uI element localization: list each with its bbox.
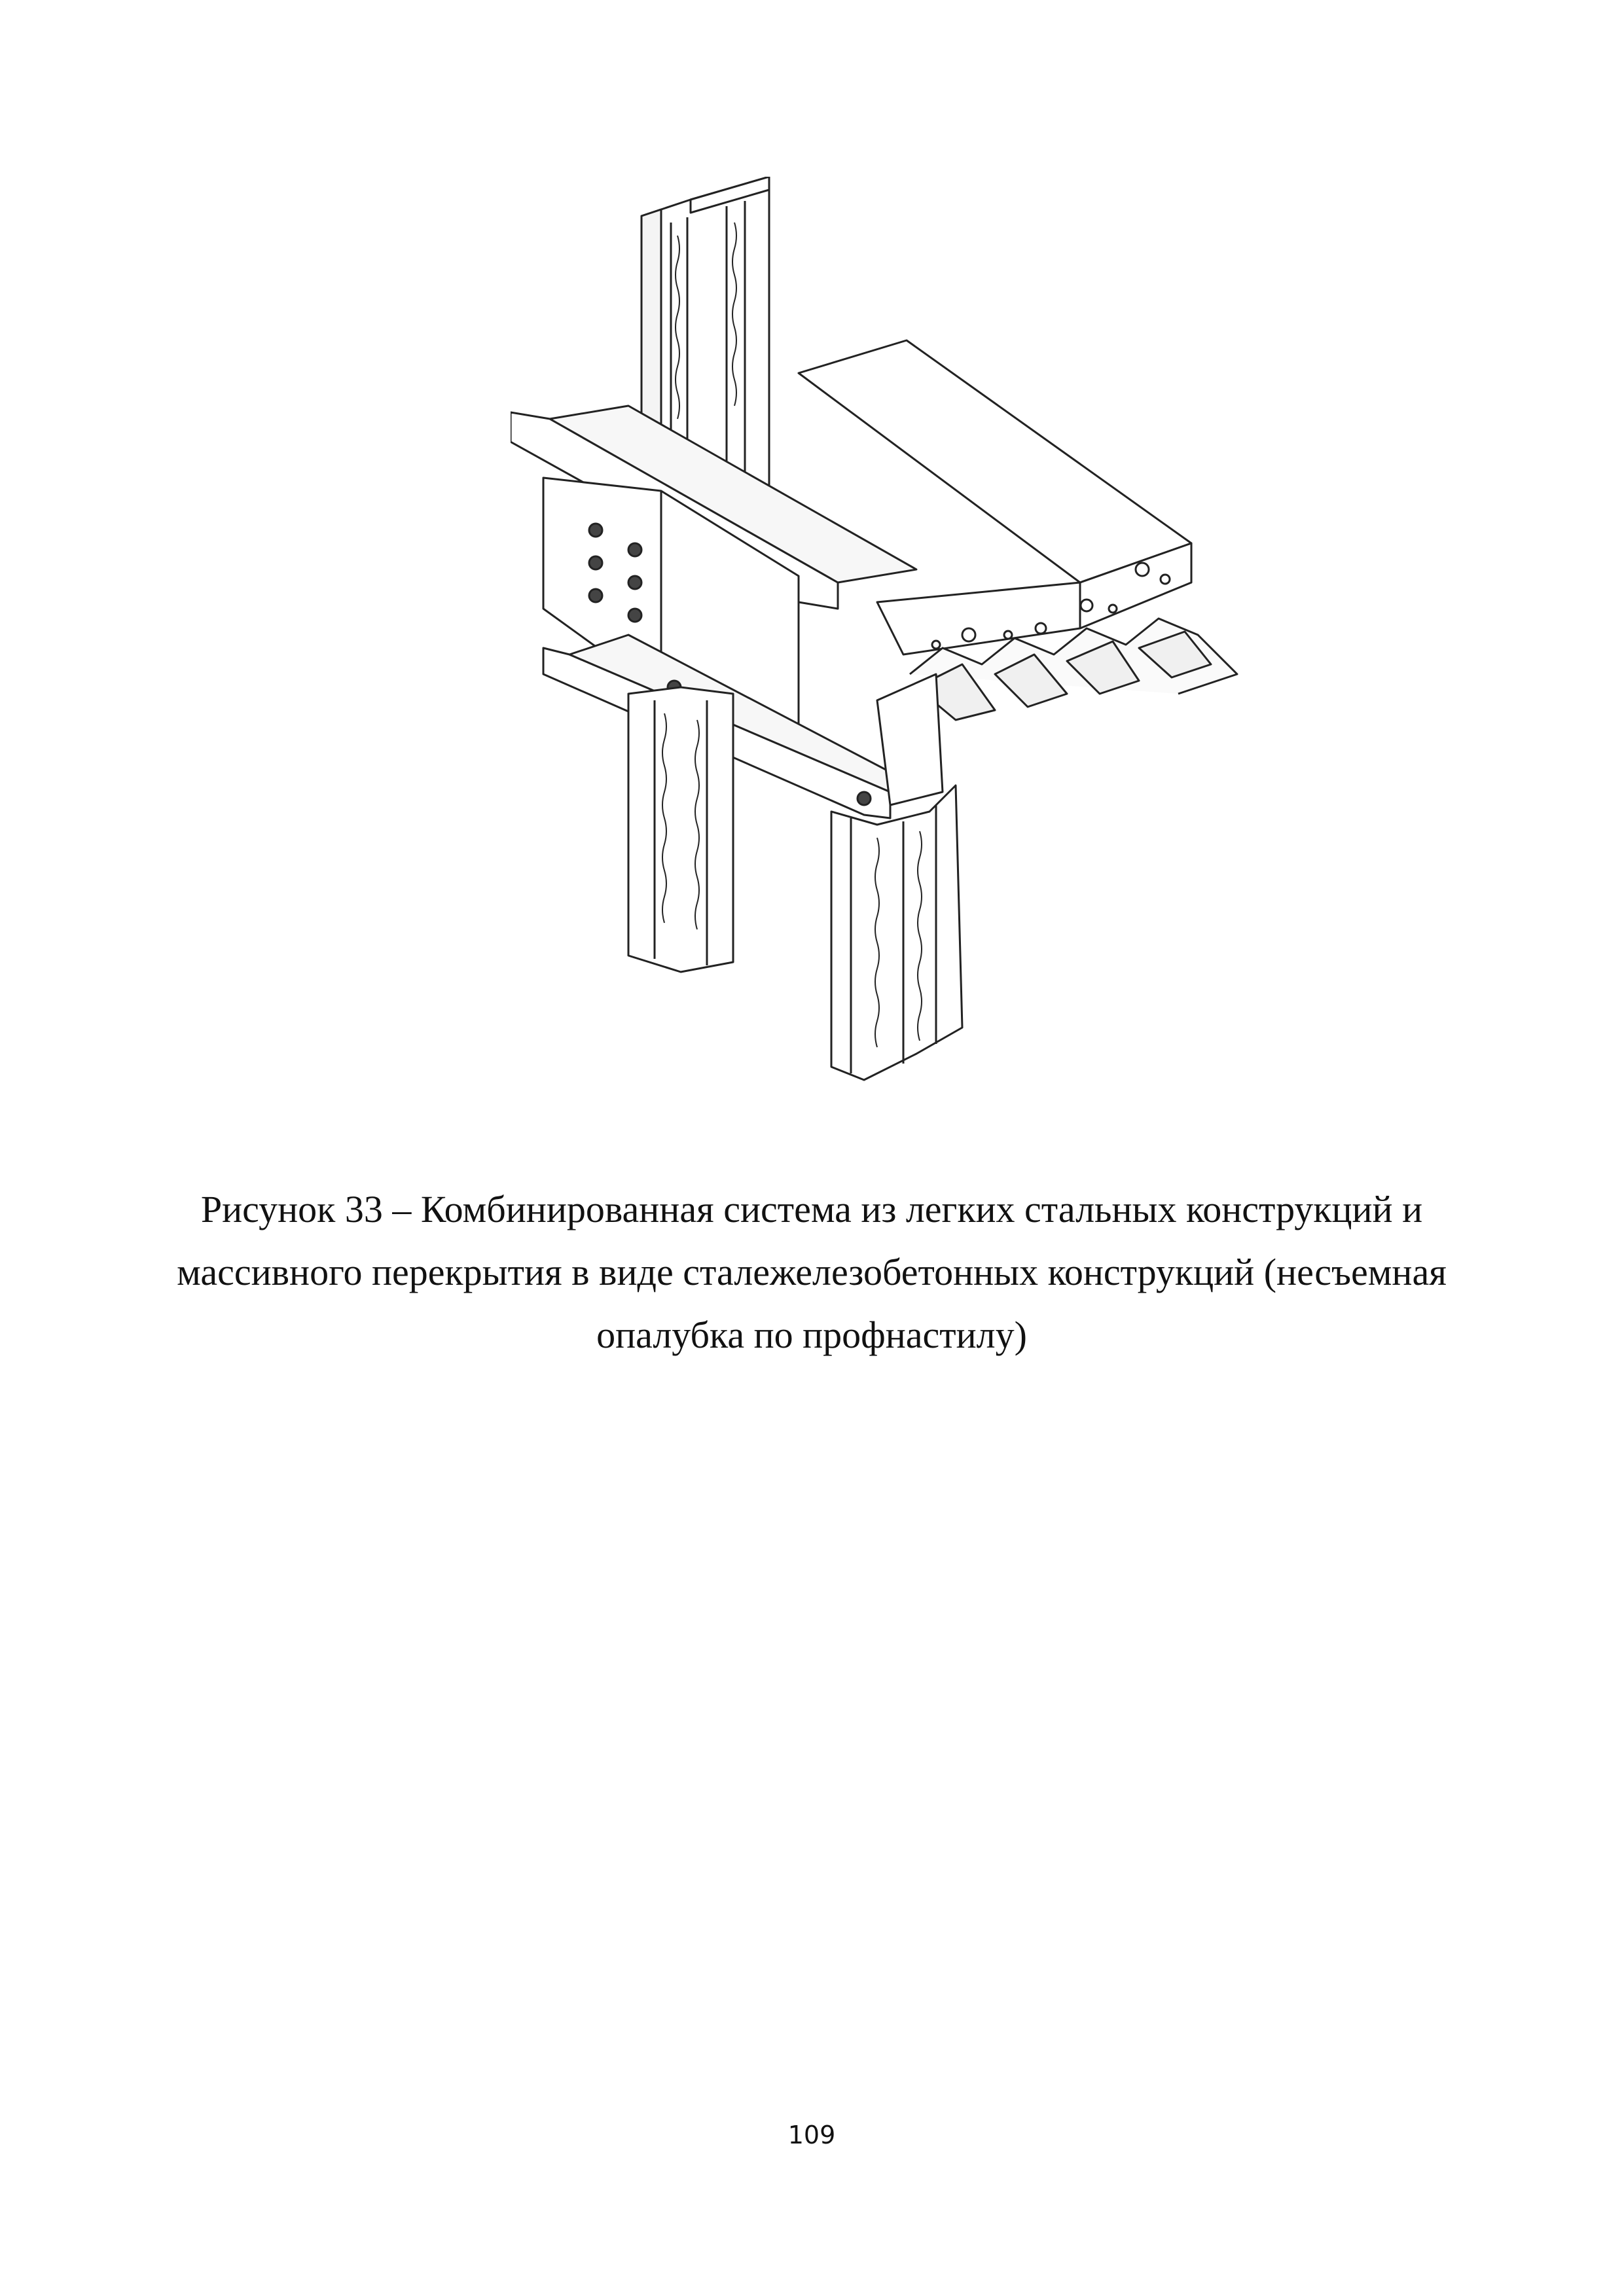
structural-drawing: [511, 177, 1296, 1106]
caption-line-3: опалубка по профнастилу): [596, 1314, 1027, 1356]
caption-line-2: массивного перекрытия в виде сталежелезобетонных конструкций (несъемная: [177, 1251, 1447, 1293]
lower-steel-stud-right: [831, 785, 962, 1080]
page-number: 109: [787, 2121, 836, 2149]
structural-drawing-figure: [511, 177, 1296, 1106]
lower-steel-stud-left: [628, 687, 733, 972]
caption-line-1: Рисунок 33 – Комбинированная система из легких стальных конструкций и: [200, 1188, 1423, 1230]
figure-caption: [157, 1178, 1466, 1367]
concrete-slab: [799, 340, 1191, 655]
